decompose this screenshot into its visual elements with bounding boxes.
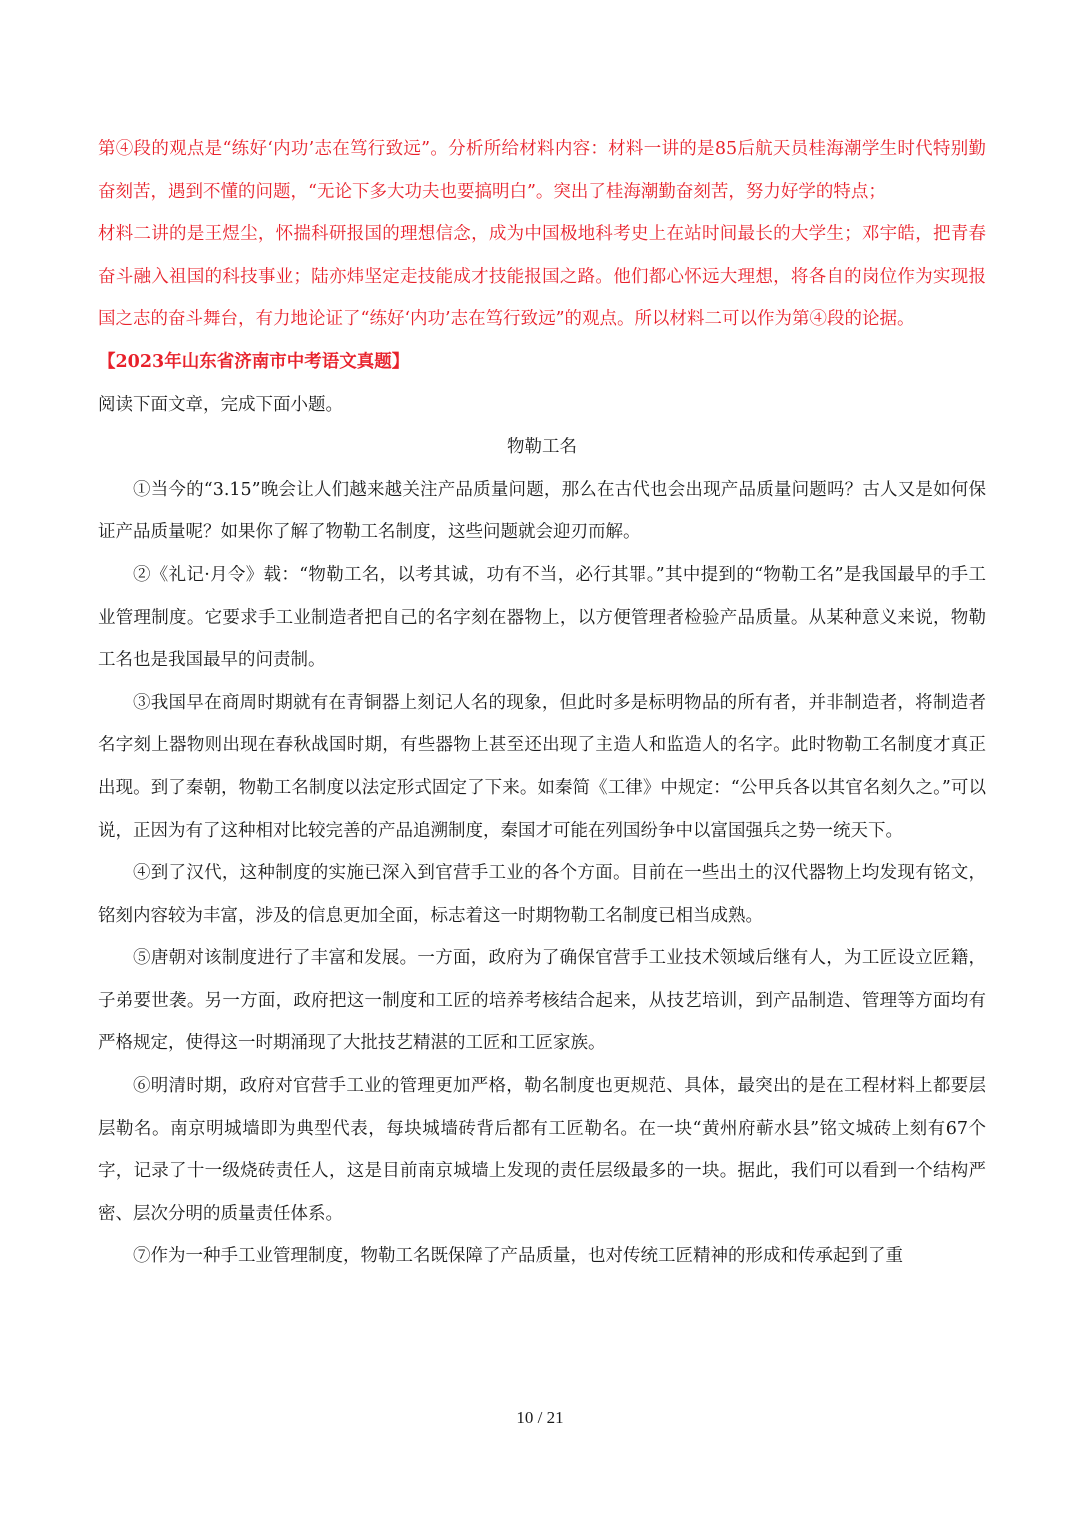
article-paragraph-1: ①当今的“3.15”晚会让人们越来越关注产品质量问题，那么在古代也会出现产品质量问题吗？古人又是如何保证产品质量呢？如果你了解了物勒工名制度，这些问题就会迎刃而解。	[98, 479, 986, 543]
article-paragraph-2: ②《礼记·月令》载：“物勒工名，以考其诚，功有不当，必行其罪。”其中提到的“物勒工名”是我国最早的手工业管理制度。它要求手工业制造者把自己的名字刻在器物上，以方便管理者检验产品质量。从某种意义来说，物勒工名也是我国最早的问责制。	[98, 564, 986, 671]
page-number: 10 / 21	[516, 1408, 564, 1427]
article-paragraph-4: ④到了汉代，这种制度的实施已深入到官营手工业的各个方面。目前在一些出土的汉代器物上均发现有铭文，铭刻内容较为丰富，涉及的信息更加全面，标志着这一时期物勒工名制度已相当成熟。	[98, 863, 986, 926]
answer-paragraph-1: 第④段的观点是“练好‘内功’志在笃行致远”。分析所给材料内容：材料一讲的是85后航天员桂海潮学生时代特别勤奋刻苦，遇到不懂的问题，“无论下多大功夫也要搞明白”。突出了桂海潮勤奋刻苦，努力好学的特点；	[98, 139, 986, 202]
reading-instruction: 阅读下面文章，完成下面小题。	[98, 394, 343, 415]
article-paragraph-3: ③我国早在商周时期就有在青铜器上刻记人名的现象，但此时多是标明物品的所有者，并非制造者，将制造者名字刻上器物则出现在春秋战国时期，有些器物上甚至还出现了主造人和监造人的名字。此时物勒工名制度才真正出现。到了秦朝，物勒工名制度以法定形式固定了下来。如秦简《工律》中规定：“公甲兵各以其官名刻久之。”可以说，正因为有了这种相对比较完善的产品追溯制度，秦国才可能在列国纷争中以富国强兵之势一统天下。	[98, 692, 986, 841]
answer-paragraph-2: 材料二讲的是王煜尘，怀揣科研报国的理想信念，成为中国极地科考史上在站时间最长的大学生；邓宇皓，把青春奋斗融入祖国的科技事业；陆亦炜坚定走技能成才技能报国之路。他们都心怀远大理想，将各自的岗位作为实现报国之志的奋斗舞台，有力地论证了“练好‘内功’志在笃行致远”的观点。所以材料二可以作为第④段的论据。	[98, 224, 986, 330]
section-heading: 【2023年山东省济南市中考语文真题】	[98, 351, 410, 372]
article-paragraph-6: ⑥明清时期，政府对官营手工业的管理更加严格，勒名制度也更规范、具体，最突出的是在工程材料上都要层层勒名。南京明城墙即为典型代表，每块城墙砖背后都有工匠勒名。在一块“黄州府蕲水县”铭文城砖上刻有67个字，记录了十一级烧砖责任人，这是目前南京城墙上发现的责任层级最多的一块。据此，我们可以看到一个结构严密、层次分明的质量责任体系。	[98, 1076, 986, 1224]
article-title: 物勒工名	[507, 437, 577, 458]
article-paragraph-7: ⑦作为一种手工业管理制度，物勒工名既保障了产品质量，也对传统工匠精神的形成和传承起到了重	[133, 1246, 903, 1267]
document-body	[98, 128, 986, 1278]
article-paragraph-5: ⑤唐朝对该制度进行了丰富和发展。一方面，政府为了确保官营手工业技术领域后继有人，为工匠设立匠籍，子弟要世袭。另一方面，政府把这一制度和工匠的培养考核结合起来，从技艺培训，到产品制造、管理等方面均有严格规定，使得这一时期涌现了大批技艺精湛的工匠和工匠家族。	[98, 948, 986, 1054]
